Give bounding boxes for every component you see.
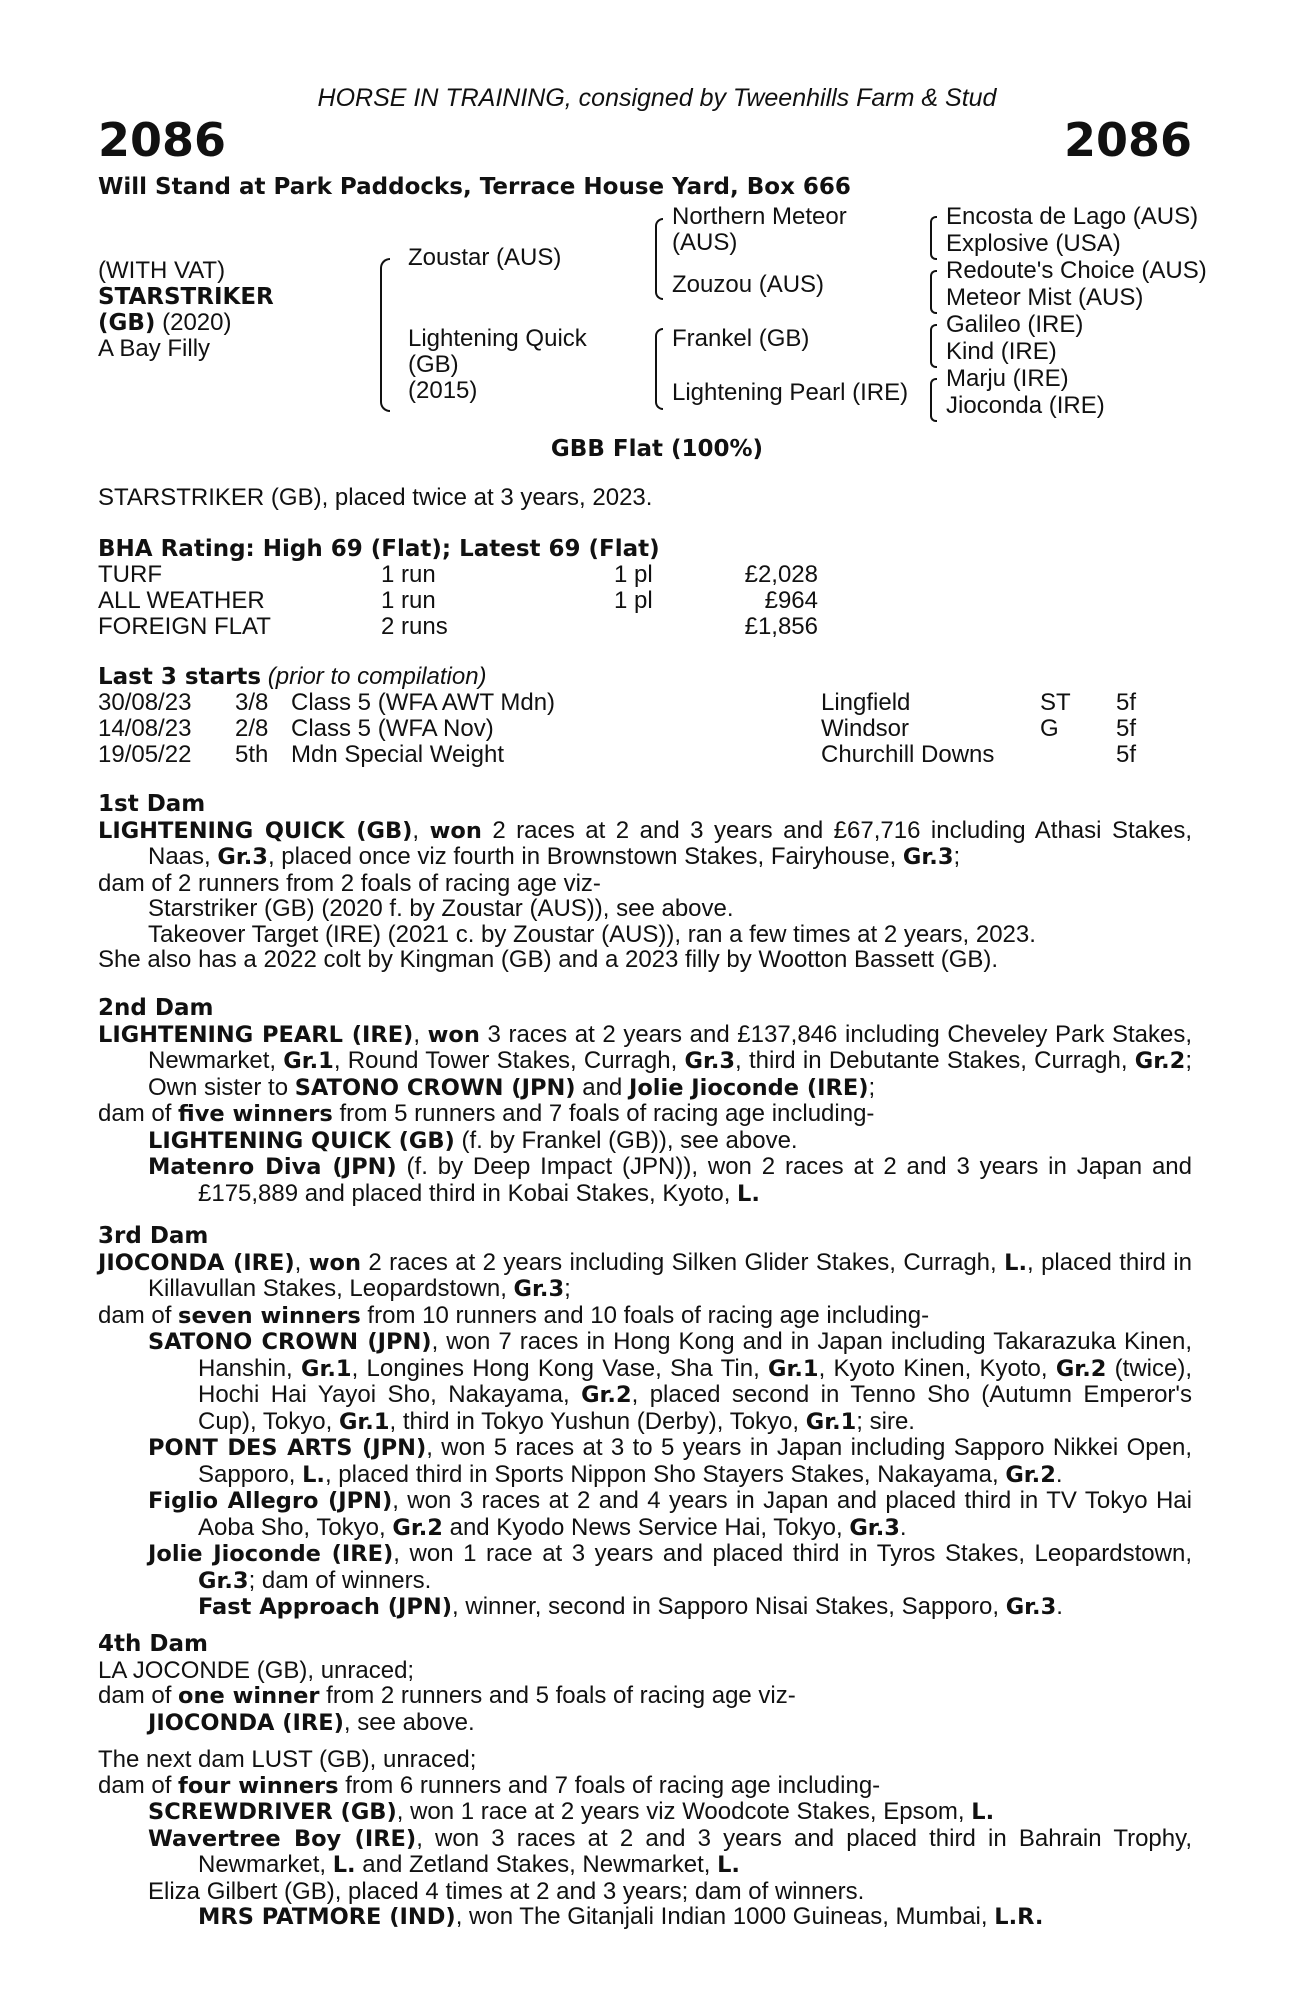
text: ; <box>868 1073 876 1101</box>
grade: L.R. <box>994 1904 1044 1930</box>
start-distance: 5f <box>1116 741 1137 768</box>
grade: Gr.1 <box>301 1355 352 1382</box>
sire-brace <box>655 218 663 300</box>
text: (f. by Frankel (GB)), see above. <box>454 1126 798 1154</box>
start-course: Churchill Downs <box>821 741 995 768</box>
first-dam-race-record: LIGHTENING QUICK (GB), won 2 races at 2 and 3 years and £67,716 including Athasi Stakes, Naas, Gr.3, placed once viz fourth in Brownstown Stakes, Fairyhouse, Gr.3; <box>98 816 1192 870</box>
start-position: 3/8 <box>235 689 269 716</box>
first-dam-section <box>98 792 1192 973</box>
text: from 2 runners and 5 foals of racing age viz- <box>319 1682 796 1709</box>
first-dam-heading: 1st Dam <box>98 791 206 817</box>
text: , Round Tower Stakes, Curragh, <box>333 1047 685 1074</box>
third-dam-race-record: JIOCONDA (IRE), won 2 races at 2 years including Silken Glider Stakes, Curragh, L., placed third in Killavullan Stakes, Leopardstown, Gr.3; <box>98 1248 1192 1302</box>
vat-note: (WITH VAT) <box>98 257 226 284</box>
fourth-dam-heading: 4th Dam <box>98 1631 208 1657</box>
dam-dam: Lightening Pearl (IRE) <box>672 379 909 406</box>
won-label: won <box>429 817 482 844</box>
record-runs: 2 runs <box>381 613 448 640</box>
grade: L. <box>1004 1249 1027 1276</box>
produce-entry <box>98 1541 1192 1594</box>
gg-brace-2 <box>930 270 937 314</box>
text: and Kyodo News Service Hai, Tokyo, <box>442 1513 850 1541</box>
progeny-name: Figlio Allegro (JPN) <box>148 1488 393 1514</box>
text: from 6 runners and 7 foals of racing age including- <box>338 1771 881 1799</box>
text: 2 races at 2 years including Silken Glider Stakes, Curragh, <box>360 1248 1005 1276</box>
third-dam-heading: 3rd Dam <box>98 1223 209 1249</box>
text: , third in Tokyo Yushun (Derby), Tokyo, <box>389 1407 806 1435</box>
race-summary: STARSTRIKER (GB), placed twice at 3 years, 2023. <box>98 484 653 511</box>
text: , Kyoto Kinen, Kyoto, <box>818 1354 1056 1382</box>
start-race: Class 5 (WFA AWT Mdn) <box>291 689 556 716</box>
gg-brace-3 <box>930 324 937 368</box>
produce-entry <box>98 1826 1192 1879</box>
progeny-name: PONT DES ARTS (JPN) <box>148 1435 427 1461</box>
text: (twice), Hochi Hai Yayoi Sho, Nakayama, <box>198 1354 1193 1408</box>
produce-entry <box>98 1435 1192 1488</box>
record-runs: 1 run <box>381 561 436 588</box>
text: dam of <box>98 1682 179 1709</box>
bha-rating: BHA Rating: High 69 (Flat); Latest 69 (Flat) <box>98 536 660 562</box>
grade: Gr.1 <box>805 1408 857 1435</box>
text: , Longines Hong Kong Vase, Sha Tin, <box>351 1354 769 1382</box>
gg-brace-4 <box>930 378 937 422</box>
text: , placed third in Sports Nippon Sho Stayers Stakes, Nakayama, <box>324 1460 1006 1488</box>
sire-sire-line2: (AUS) <box>672 229 738 256</box>
progeny-name: SATONO CROWN (JPN) <box>148 1329 432 1355</box>
sire-sire-line1: Northern Meteor <box>672 203 847 230</box>
text: , won The Gitanjali Indian 1000 Guineas, Mumbai, <box>455 1903 995 1930</box>
progeny-name: SCREWDRIVER (GB) <box>148 1799 397 1825</box>
produce-entry <box>98 1329 1192 1435</box>
gg-3: Redoute's Choice (AUS) <box>946 257 1207 284</box>
text: and Zetland Stakes, Newmarket, <box>355 1851 718 1878</box>
dam-name: JIOCONDA (IRE) <box>98 1249 295 1276</box>
text: ; <box>953 843 961 870</box>
text: , third in Debutante Stakes, Curragh, <box>735 1047 1135 1074</box>
text: , won 3 races at 2 and 3 years and placed third in Bahrain Trophy, Newmarket, <box>198 1824 1193 1878</box>
start-position: 5th <box>235 741 269 768</box>
horse-origin <box>98 310 231 336</box>
produce-line: dam of 2 runners from 2 foals of racing age viz- <box>98 869 601 897</box>
grade: Gr.1 <box>338 1408 390 1435</box>
text: , placed second in Tenno Sho (Autumn Emperor's Cup), Tokyo, <box>198 1381 1193 1435</box>
second-dam-section <box>98 996 1192 1207</box>
horse-country: (GB) <box>98 310 156 336</box>
text: , won 5 races at 3 to 5 years in Japan including Sapporo Nikkei Open, Sapporo, <box>198 1434 1192 1488</box>
text: from 5 runners and 7 foals of racing age including- <box>332 1100 875 1127</box>
progeny-name: Fast Approach (JPN) <box>198 1594 453 1620</box>
dam-line: The next dam LUST (GB), unraced; <box>98 1746 477 1773</box>
last-starts-heading <box>98 664 487 690</box>
horse-name: STARSTRIKER <box>98 284 274 310</box>
third-dam-section <box>98 1224 1192 1621</box>
grade: L. <box>971 1799 995 1825</box>
grade: Gr.2 <box>1055 1355 1107 1382</box>
dam-name-line2: (GB) <box>408 351 459 378</box>
gg-1: Encosta de Lago (AUS) <box>946 203 1199 230</box>
grade: L. <box>302 1461 325 1488</box>
second-dam-heading: 2nd Dam <box>98 995 214 1021</box>
start-position: 2/8 <box>235 715 269 742</box>
text: ; sire. <box>856 1407 915 1435</box>
gg-8: Jioconda (IRE) <box>946 392 1105 419</box>
grade: Gr.3 <box>849 1514 900 1541</box>
text: . <box>899 1513 907 1541</box>
horse-description: A Bay Filly <box>98 335 211 362</box>
grade: Gr.2 <box>1005 1461 1056 1488</box>
grade: Gr.1 <box>768 1355 819 1382</box>
progeny-name: JIOCONDA (IRE) <box>148 1709 344 1736</box>
record-surface: ALL WEATHER <box>98 587 265 614</box>
grade: Gr.3 <box>513 1276 565 1302</box>
lot-number-right: 2086 <box>1063 113 1192 167</box>
grade: L. <box>717 1852 740 1878</box>
gg-4: Meteor Mist (AUS) <box>946 284 1144 311</box>
produce-entry: Takeover Target (IRE) (2021 c. by Zoustar (AUS)), ran a few times at 2 years, 2023. <box>148 920 1036 948</box>
dam-name: LIGHTENING PEARL (IRE) <box>98 1021 414 1048</box>
start-race: Class 5 (WFA Nov) <box>291 715 494 742</box>
start-course: Lingfield <box>821 689 911 716</box>
fourth-dam-section <box>98 1632 1192 1736</box>
dam-name-line1: Lightening Quick <box>408 325 587 352</box>
progeny-name: LIGHTENING QUICK (GB) <box>148 1127 455 1154</box>
grade: L. <box>737 1180 760 1207</box>
gg-7: Marju (IRE) <box>946 365 1069 392</box>
start-distance: 5f <box>1116 715 1137 742</box>
gg-6: Kind (IRE) <box>946 338 1057 365</box>
produce-entry <box>148 1710 1192 1737</box>
text: , won 7 races in Hong Kong and in Japan including Takarazuka Kinen, Hanshin, <box>198 1328 1193 1382</box>
stand-location: Will Stand at Park Paddocks, Terrace House Yard, Box 666 <box>98 174 851 200</box>
produce-entry <box>98 1154 1192 1207</box>
progeny-name: Wavertree Boy (IRE) <box>148 1825 417 1852</box>
winners-count: four winners <box>178 1772 339 1799</box>
produce-line <box>98 1683 1192 1710</box>
grade: Gr.3 <box>684 1048 736 1074</box>
record-surface: TURF <box>98 561 162 588</box>
record-prize: £1,856 <box>744 613 818 640</box>
text: (f. by Deep Impact (JPN)), won 2 races at 2 and 3 years in Japan and £175,889 and placed third in Kobai Stakes, Kyoto, <box>198 1153 1192 1207</box>
winners-count: five winners <box>178 1101 333 1127</box>
last-starts-note: (prior to compilation) <box>267 663 487 690</box>
grade: Gr.1 <box>283 1048 334 1074</box>
sire-name: Zoustar (AUS) <box>408 244 562 271</box>
start-date: 30/08/23 <box>98 689 192 716</box>
record-placed: 1 pl <box>614 561 653 588</box>
dam-name-line3: (2015) <box>408 377 478 404</box>
start-distance: 5f <box>1116 689 1137 716</box>
grade: Gr.2 <box>1134 1048 1186 1074</box>
produce-entry: Eliza Gilbert (GB), placed 4 times at 2 and 3 years; dam of winners. <box>148 1877 865 1905</box>
record-prize: £2,028 <box>744 561 818 588</box>
next-dam-section <box>98 1747 1192 1931</box>
won-label: won <box>427 1021 480 1048</box>
text: , winner, second in Sapporo Nisai Stakes, Sapporo, <box>452 1593 1006 1620</box>
grade: Gr.3 <box>217 844 268 870</box>
text: and <box>575 1073 629 1101</box>
text: dam of <box>98 1301 179 1329</box>
winners-count: seven winners <box>178 1302 361 1329</box>
record-placed: 1 pl <box>614 587 653 614</box>
text: , placed third in Killavullan Stakes, Leopardstown, <box>148 1248 1192 1302</box>
last-starts-title: Last 3 starts <box>98 664 262 690</box>
progeny-name: MRS PATMORE (IND) <box>198 1904 456 1930</box>
produce-line <box>98 1773 1192 1800</box>
record-surface: FOREIGN FLAT <box>98 613 271 640</box>
lot-number-left: 2086 <box>98 113 227 167</box>
sire-dam: Zouzou (AUS) <box>672 271 825 298</box>
text: from 10 runners and 10 foals of racing age including- <box>360 1301 930 1329</box>
consignor-title: HORSE IN TRAINING, consigned by Tweenhills Farm & Stud <box>317 84 997 112</box>
start-course: Windsor <box>821 715 910 742</box>
start-going: ST <box>1040 689 1071 716</box>
dam-brace <box>655 328 663 410</box>
grade: Gr.3 <box>198 1567 249 1594</box>
produce-entry <box>98 1128 1192 1155</box>
produce-entry <box>98 1488 1192 1541</box>
progeny-name: Jolie Jioconde (IRE) <box>148 1541 394 1567</box>
record-runs: 1 run <box>381 587 436 614</box>
start-date: 19/05/22 <box>98 741 192 768</box>
winners-count: one winner <box>178 1683 320 1709</box>
produce-line <box>98 1101 1192 1128</box>
grade: Gr.3 <box>1005 1594 1057 1620</box>
produce-entry-grandchild <box>98 1904 1192 1931</box>
text: ; <box>564 1275 571 1302</box>
text: ; Own sister to <box>148 1047 1192 1101</box>
text: , won 1 race at 3 years and placed third in Tyros Stakes, Leopardstown, <box>393 1540 1192 1567</box>
gg-2: Explosive (USA) <box>946 230 1121 257</box>
grade: Gr.3 <box>902 844 954 870</box>
text: , won 3 races at 2 and 4 years in Japan and placed third in TV Tokyo Hai Aoba Sho, Tokyo, <box>198 1487 1192 1541</box>
start-going: G <box>1040 715 1059 742</box>
sibling-name: SATONO CROWN (JPN) <box>294 1074 576 1101</box>
text: , placed once viz fourth in Brownstown Stakes, Fairyhouse, <box>267 843 903 870</box>
produce-entry <box>98 1799 1192 1826</box>
sibling-name: Jolie Jioconde (IRE) <box>628 1074 869 1101</box>
grade: Gr.2 <box>581 1382 632 1408</box>
text: dam of <box>98 1771 179 1799</box>
text: , see above. <box>343 1708 475 1736</box>
gg-5: Galileo (IRE) <box>946 311 1084 338</box>
pedigree-brace <box>380 258 390 412</box>
text: dam of <box>98 1100 179 1127</box>
grade: L. <box>332 1852 356 1878</box>
dam-name: LIGHTENING QUICK (GB) <box>98 817 413 844</box>
text: 2 races at 2 and 3 years and £67,716 including Athasi Stakes, Naas, <box>148 816 1192 870</box>
second-dam-race-record: LIGHTENING PEARL (IRE), won 3 races at 2 years and £137,846 including Cheveley Park Stakes, Newmarket, Gr.1, Round Tower Stakes, Curragh, Gr.3, third in Debutante Stakes, Curragh, Gr.2; Own sister to SATONO CROWN (JPN) and Jolie Jioconde (IRE); <box>98 1020 1192 1101</box>
gbb-flat: GBB Flat (100%) <box>550 436 764 462</box>
start-race: Mdn Special Weight <box>291 741 504 768</box>
text: . <box>1055 1460 1063 1488</box>
produce-note: She also has a 2022 colt by Kingman (GB) and a 2023 filly by Wootton Bassett (GB). <box>98 946 999 973</box>
dam-line: LA JOCONDE (GB), unraced; <box>98 1656 415 1684</box>
gg-brace-1 <box>930 216 937 260</box>
text: ; dam of winners. <box>248 1566 432 1594</box>
progeny-name: Matenro Diva (JPN) <box>148 1154 397 1180</box>
dam-sire: Frankel (GB) <box>672 325 810 352</box>
produce-line <box>98 1303 1192 1330</box>
text: , won 1 race at 2 years viz Woodcote Stakes, Epsom, <box>396 1798 972 1825</box>
start-date: 14/08/23 <box>98 715 192 742</box>
record-prize: £964 <box>764 587 818 614</box>
grade: Gr.2 <box>392 1514 443 1541</box>
text: 3 races at 2 years and £137,846 including Cheveley Park Stakes, Newmarket, <box>148 1020 1192 1074</box>
text: . <box>1056 1593 1063 1620</box>
produce-entry-grandchild <box>98 1594 1192 1621</box>
won-label: won <box>308 1249 361 1276</box>
horse-year: (2020) <box>162 309 232 336</box>
produce-entry: Starstriker (GB) (2020 f. by Zoustar (AUS)), see above. <box>148 895 734 922</box>
